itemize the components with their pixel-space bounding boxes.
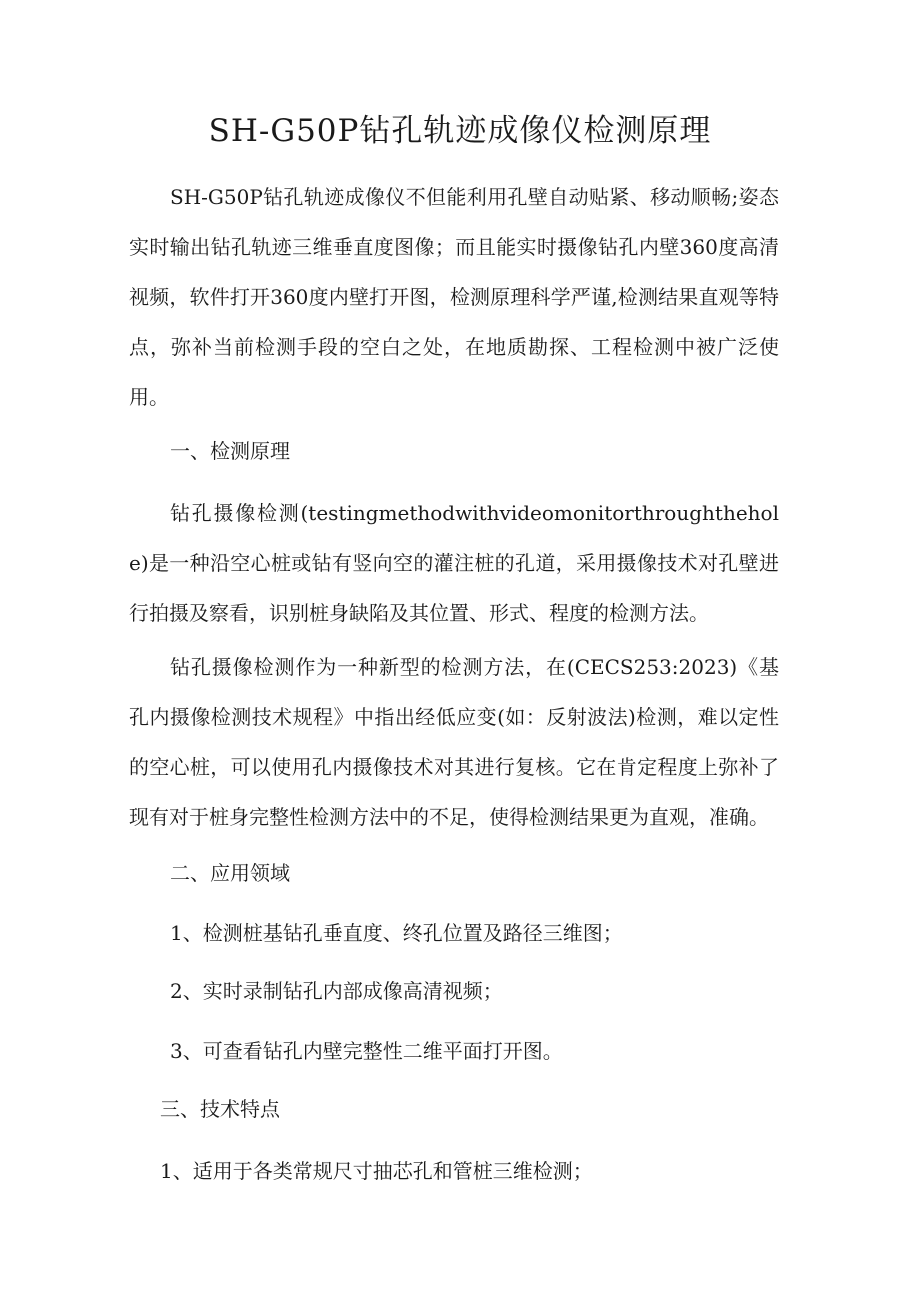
section-1-paragraph-2: 钻孔摄像检测作为一种新型的检测方法，在(CECS253:2023)《基孔内摄像检测技术规程》中指出经低应变(如：反射波法)检测，难以定性的空心桩，可以使用孔内摄像技术对其进行复核。它在肯定程度上弥补了现有对于桩身完整性检测方法中的不足，使得检测结果更为直观，准确。 — [129, 655, 779, 829]
intro-paragraph: SH-G50P钻孔轨迹成像仪不但能利用孔壁自动贴紧、移动顺畅;姿态实时输出钻孔轨迹三维垂直度图像；而且能实时摄像钻孔内壁360度高清视频，软件打开360度内壁打开图，检测原理科学严谨,检测结果直观等特点，弥补当前检测手段的空白之处，在地质勘探、工程检测中被广泛使用。 — [129, 185, 779, 409]
section-2-item: 1、检测桩基钻孔垂直度、终孔位置及路径三维图； — [170, 921, 623, 945]
section-2-item: 2、实时录制钻孔内部成像高清视频； — [170, 979, 503, 1003]
section-1-paragraph-1: 钻孔摄像检测(testingmethodwithvideomonitorthroughthehole)是一种沿空心桩或钻有竖向空的灌注桩的孔道，采用摄像技术对孔壁进行拍摄及察看，识别桩身缺陷及其位置、形式、程度的检测方法。 — [129, 501, 779, 625]
section-1-heading: 一、检测原理 — [170, 439, 290, 463]
section-3-heading: 三、技术特点 — [160, 1097, 280, 1121]
section-3-item: 1、适用于各类常规尺寸抽芯孔和管桩三维检测； — [160, 1159, 593, 1183]
document-title: SH-G50P钻孔轨迹成像仪检测原理 — [208, 113, 712, 149]
section-2-heading: 二、应用领域 — [170, 861, 290, 885]
section-2-item: 3、可查看钻孔内壁完整性二维平面打开图。 — [170, 1039, 563, 1063]
